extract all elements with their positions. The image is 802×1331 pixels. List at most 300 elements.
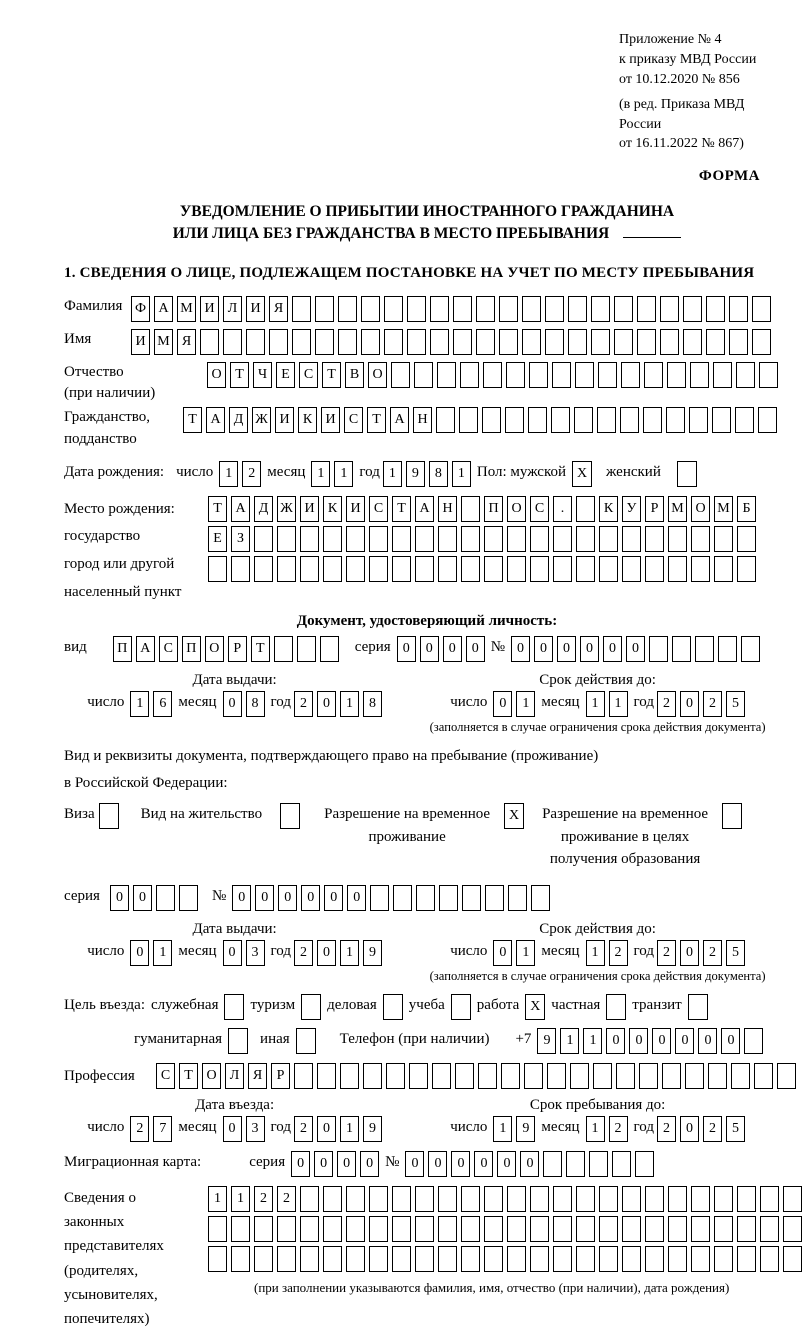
form-cell[interactable]: У (622, 496, 641, 522)
residence-permit-checkbox[interactable] (280, 803, 300, 829)
form-cell[interactable] (461, 1186, 480, 1212)
form-cell[interactable] (460, 362, 479, 388)
form-cell[interactable]: 3 (246, 940, 265, 966)
purpose-work-checkbox[interactable]: X (525, 994, 545, 1020)
form-cell[interactable] (706, 296, 725, 322)
form-cell[interactable] (576, 556, 595, 582)
form-cell[interactable] (415, 556, 434, 582)
form-cell[interactable] (524, 1063, 543, 1089)
form-cell[interactable] (706, 329, 725, 355)
form-cell[interactable]: Т (179, 1063, 198, 1089)
form-cell[interactable] (576, 1246, 595, 1272)
form-cell[interactable] (737, 1216, 756, 1242)
form-cell[interactable] (300, 1186, 319, 1212)
form-cell[interactable] (622, 1246, 641, 1272)
form-cell[interactable] (754, 1063, 773, 1089)
form-cell[interactable]: 1 (452, 461, 471, 487)
form-cell[interactable]: А (154, 296, 173, 322)
form-cell[interactable]: 0 (652, 1028, 671, 1054)
form-cell[interactable]: 1 (493, 1116, 512, 1142)
form-cell[interactable] (689, 407, 708, 433)
form-cell[interactable] (591, 296, 610, 322)
form-cell[interactable]: 1 (340, 1116, 359, 1142)
form-cell[interactable]: 0 (223, 940, 242, 966)
form-cell[interactable]: 9 (363, 1116, 382, 1142)
form-cell[interactable]: 2 (703, 1116, 722, 1142)
form-cell[interactable] (668, 556, 687, 582)
form-cell[interactable]: Д (229, 407, 248, 433)
form-cell[interactable]: 0 (337, 1151, 356, 1177)
form-cell[interactable]: 0 (133, 885, 152, 911)
form-cell[interactable] (231, 556, 250, 582)
visa-checkbox[interactable] (99, 803, 119, 829)
form-cell[interactable] (323, 1246, 342, 1272)
form-cell[interactable]: О (207, 362, 226, 388)
form-cell[interactable]: 5 (726, 691, 745, 717)
form-cell[interactable] (599, 556, 618, 582)
form-cell[interactable]: И (246, 296, 265, 322)
form-cell[interactable]: 1 (334, 461, 353, 487)
form-cell[interactable]: П (484, 496, 503, 522)
form-cell[interactable]: . (553, 496, 572, 522)
form-cell[interactable] (645, 1216, 664, 1242)
form-cell[interactable] (744, 1028, 763, 1054)
form-cell[interactable] (712, 407, 731, 433)
purpose-commercial-checkbox[interactable] (383, 994, 403, 1020)
form-cell[interactable] (637, 329, 656, 355)
form-cell[interactable]: М (714, 496, 733, 522)
form-cell[interactable]: 1 (586, 691, 605, 717)
form-cell[interactable]: А (206, 407, 225, 433)
form-cell[interactable] (439, 885, 458, 911)
form-cell[interactable] (614, 296, 633, 322)
form-cell[interactable]: О (691, 496, 710, 522)
form-cell[interactable] (576, 1186, 595, 1212)
form-cell[interactable]: М (154, 329, 173, 355)
form-cell[interactable]: М (668, 496, 687, 522)
form-cell[interactable]: 0 (347, 885, 366, 911)
form-cell[interactable] (392, 526, 411, 552)
form-cell[interactable]: Ж (277, 496, 296, 522)
form-cell[interactable] (506, 362, 525, 388)
form-cell[interactable] (392, 556, 411, 582)
form-cell[interactable] (416, 885, 435, 911)
form-cell[interactable] (315, 329, 334, 355)
form-cell[interactable]: 0 (680, 940, 699, 966)
form-cell[interactable]: И (321, 407, 340, 433)
form-cell[interactable]: 0 (451, 1151, 470, 1177)
form-cell[interactable] (718, 636, 737, 662)
form-cell[interactable] (507, 1246, 526, 1272)
form-cell[interactable] (553, 1246, 572, 1272)
form-cell[interactable] (783, 1246, 802, 1272)
form-cell[interactable]: И (275, 407, 294, 433)
form-cell[interactable]: 1 (383, 461, 402, 487)
form-cell[interactable] (752, 296, 771, 322)
form-cell[interactable] (635, 1151, 654, 1177)
form-cell[interactable] (386, 1063, 405, 1089)
form-cell[interactable]: К (599, 496, 618, 522)
form-cell[interactable]: П (113, 636, 132, 662)
purpose-other-checkbox[interactable] (296, 1028, 316, 1054)
purpose-study-checkbox[interactable] (451, 994, 471, 1020)
form-cell[interactable] (501, 1063, 520, 1089)
form-cell[interactable] (254, 1216, 273, 1242)
form-cell[interactable]: И (300, 496, 319, 522)
form-cell[interactable] (597, 407, 616, 433)
form-cell[interactable] (575, 362, 594, 388)
form-cell[interactable] (599, 1246, 618, 1272)
form-cell[interactable]: Е (276, 362, 295, 388)
form-cell[interactable] (430, 296, 449, 322)
form-cell[interactable] (531, 885, 550, 911)
form-cell[interactable] (462, 885, 481, 911)
form-cell[interactable] (576, 496, 595, 522)
form-cell[interactable] (323, 1186, 342, 1212)
form-cell[interactable]: Р (271, 1063, 290, 1089)
form-cell[interactable]: 1 (130, 691, 149, 717)
form-cell[interactable]: Р (645, 496, 664, 522)
form-cell[interactable]: 0 (629, 1028, 648, 1054)
form-cell[interactable]: 2 (294, 1116, 313, 1142)
form-cell[interactable] (499, 329, 518, 355)
form-cell[interactable] (570, 1063, 589, 1089)
form-cell[interactable]: Т (208, 496, 227, 522)
form-cell[interactable]: 0 (110, 885, 129, 911)
form-cell[interactable] (683, 329, 702, 355)
form-cell[interactable] (622, 1186, 641, 1212)
purpose-humanitarian-checkbox[interactable] (228, 1028, 248, 1054)
form-cell[interactable] (551, 407, 570, 433)
form-cell[interactable] (505, 407, 524, 433)
form-cell[interactable]: 2 (657, 940, 676, 966)
form-cell[interactable] (530, 1186, 549, 1212)
form-cell[interactable]: И (131, 329, 150, 355)
form-cell[interactable] (507, 1216, 526, 1242)
form-cell[interactable]: 0 (606, 1028, 625, 1054)
form-cell[interactable] (414, 362, 433, 388)
temp-permit-edu-checkbox[interactable] (722, 803, 742, 829)
form-cell[interactable]: С (369, 496, 388, 522)
form-cell[interactable]: 0 (223, 691, 242, 717)
form-cell[interactable]: 3 (246, 1116, 265, 1142)
form-cell[interactable] (591, 329, 610, 355)
form-cell[interactable] (485, 885, 504, 911)
form-cell[interactable]: 2 (703, 940, 722, 966)
form-cell[interactable] (530, 1216, 549, 1242)
form-cell[interactable] (430, 329, 449, 355)
form-cell[interactable] (649, 636, 668, 662)
form-cell[interactable] (323, 526, 342, 552)
form-cell[interactable] (568, 329, 587, 355)
form-cell[interactable]: 1 (219, 461, 238, 487)
form-cell[interactable]: 1 (311, 461, 330, 487)
form-cell[interactable] (620, 407, 639, 433)
form-cell[interactable] (208, 1216, 227, 1242)
form-cell[interactable]: 0 (405, 1151, 424, 1177)
form-cell[interactable]: 2 (657, 691, 676, 717)
form-cell[interactable]: В (345, 362, 364, 388)
form-cell[interactable]: 5 (726, 1116, 745, 1142)
form-cell[interactable] (759, 362, 778, 388)
form-cell[interactable] (758, 407, 777, 433)
temp-permit-checkbox[interactable]: X (504, 803, 524, 829)
form-cell[interactable]: 5 (726, 940, 745, 966)
form-cell[interactable]: 1 (153, 940, 172, 966)
form-cell[interactable] (714, 1186, 733, 1212)
form-cell[interactable]: С (299, 362, 318, 388)
form-cell[interactable]: 1 (208, 1186, 227, 1212)
form-cell[interactable]: Л (223, 296, 242, 322)
form-cell[interactable] (622, 556, 641, 582)
form-cell[interactable] (783, 1186, 802, 1212)
form-cell[interactable] (231, 1246, 250, 1272)
purpose-private-checkbox[interactable] (606, 994, 626, 1020)
form-cell[interactable] (438, 1246, 457, 1272)
form-cell[interactable]: 1 (340, 691, 359, 717)
form-cell[interactable] (437, 362, 456, 388)
form-cell[interactable] (507, 556, 526, 582)
form-cell[interactable]: 2 (294, 691, 313, 717)
form-cell[interactable] (254, 526, 273, 552)
form-cell[interactable] (254, 1246, 273, 1272)
form-cell[interactable] (508, 885, 527, 911)
form-cell[interactable] (741, 636, 760, 662)
form-cell[interactable] (200, 329, 219, 355)
form-cell[interactable] (737, 1246, 756, 1272)
form-cell[interactable] (346, 1246, 365, 1272)
form-cell[interactable] (695, 636, 714, 662)
form-cell[interactable]: 0 (497, 1151, 516, 1177)
form-cell[interactable] (254, 556, 273, 582)
form-cell[interactable]: А (390, 407, 409, 433)
form-cell[interactable] (461, 556, 480, 582)
purpose-tourism-checkbox[interactable] (301, 994, 321, 1020)
form-cell[interactable] (644, 362, 663, 388)
form-cell[interactable]: Т (230, 362, 249, 388)
form-cell[interactable]: О (507, 496, 526, 522)
form-cell[interactable]: О (205, 636, 224, 662)
form-cell[interactable]: 9 (363, 940, 382, 966)
form-cell[interactable]: Е (208, 526, 227, 552)
form-cell[interactable]: Д (254, 496, 273, 522)
form-cell[interactable] (621, 362, 640, 388)
form-cell[interactable] (453, 296, 472, 322)
form-cell[interactable] (714, 1246, 733, 1272)
form-cell[interactable] (483, 362, 502, 388)
form-cell[interactable] (566, 1151, 585, 1177)
form-cell[interactable] (363, 1063, 382, 1089)
form-cell[interactable]: 8 (429, 461, 448, 487)
form-cell[interactable] (438, 556, 457, 582)
form-cell[interactable]: О (202, 1063, 221, 1089)
form-cell[interactable] (369, 526, 388, 552)
form-cell[interactable] (574, 407, 593, 433)
form-cell[interactable] (391, 362, 410, 388)
form-cell[interactable] (622, 1216, 641, 1242)
form-cell[interactable]: Я (248, 1063, 267, 1089)
form-cell[interactable] (208, 1246, 227, 1272)
form-cell[interactable]: 0 (721, 1028, 740, 1054)
form-cell[interactable]: 0 (428, 1151, 447, 1177)
form-cell[interactable] (553, 1186, 572, 1212)
form-cell[interactable] (484, 1186, 503, 1212)
form-cell[interactable] (614, 329, 633, 355)
form-cell[interactable] (737, 556, 756, 582)
form-cell[interactable]: К (298, 407, 317, 433)
form-cell[interactable] (668, 1246, 687, 1272)
form-cell[interactable] (691, 526, 710, 552)
form-cell[interactable]: Н (413, 407, 432, 433)
form-cell[interactable] (499, 296, 518, 322)
form-cell[interactable]: 0 (675, 1028, 694, 1054)
form-cell[interactable]: О (368, 362, 387, 388)
form-cell[interactable] (616, 1063, 635, 1089)
form-cell[interactable] (690, 362, 709, 388)
form-cell[interactable] (545, 329, 564, 355)
form-cell[interactable]: 0 (443, 636, 462, 662)
form-cell[interactable] (598, 362, 617, 388)
form-cell[interactable] (392, 1216, 411, 1242)
form-cell[interactable]: П (182, 636, 201, 662)
form-cell[interactable] (292, 296, 311, 322)
form-cell[interactable]: 0 (278, 885, 297, 911)
form-cell[interactable]: 1 (560, 1028, 579, 1054)
form-cell[interactable] (393, 885, 412, 911)
form-cell[interactable]: 0 (420, 636, 439, 662)
form-cell[interactable]: 2 (609, 1116, 628, 1142)
form-cell[interactable] (208, 556, 227, 582)
form-cell[interactable]: Т (367, 407, 386, 433)
form-cell[interactable] (593, 1063, 612, 1089)
form-cell[interactable]: 1 (516, 940, 535, 966)
form-cell[interactable] (277, 1216, 296, 1242)
form-cell[interactable]: Ф (131, 296, 150, 322)
form-cell[interactable] (760, 1216, 779, 1242)
form-cell[interactable]: Б (737, 496, 756, 522)
form-cell[interactable] (369, 1246, 388, 1272)
form-cell[interactable] (231, 1216, 250, 1242)
form-cell[interactable]: 2 (254, 1186, 273, 1212)
form-cell[interactable] (576, 526, 595, 552)
form-cell[interactable] (552, 362, 571, 388)
form-cell[interactable] (407, 329, 426, 355)
form-cell[interactable] (683, 296, 702, 322)
form-cell[interactable] (666, 407, 685, 433)
form-cell[interactable] (737, 526, 756, 552)
form-cell[interactable] (576, 1216, 595, 1242)
form-cell[interactable] (672, 636, 691, 662)
form-cell[interactable] (691, 1246, 710, 1272)
form-cell[interactable] (752, 329, 771, 355)
form-cell[interactable] (528, 407, 547, 433)
form-cell[interactable] (455, 1063, 474, 1089)
form-cell[interactable] (453, 329, 472, 355)
form-cell[interactable]: 9 (406, 461, 425, 487)
form-cell[interactable] (274, 636, 293, 662)
form-cell[interactable] (530, 526, 549, 552)
form-cell[interactable]: 1 (583, 1028, 602, 1054)
form-cell[interactable] (156, 885, 175, 911)
form-cell[interactable] (476, 296, 495, 322)
form-cell[interactable] (179, 885, 198, 911)
form-cell[interactable]: 0 (223, 1116, 242, 1142)
form-cell[interactable] (338, 296, 357, 322)
form-cell[interactable] (543, 1151, 562, 1177)
form-cell[interactable] (599, 1216, 618, 1242)
form-cell[interactable] (438, 1216, 457, 1242)
form-cell[interactable]: 0 (130, 940, 149, 966)
form-cell[interactable] (553, 526, 572, 552)
form-cell[interactable] (522, 329, 541, 355)
form-cell[interactable] (461, 526, 480, 552)
form-cell[interactable] (668, 1186, 687, 1212)
form-cell[interactable] (612, 1151, 631, 1177)
form-cell[interactable] (731, 1063, 750, 1089)
form-cell[interactable] (691, 556, 710, 582)
form-cell[interactable]: С (530, 496, 549, 522)
form-cell[interactable] (713, 362, 732, 388)
form-cell[interactable]: 0 (317, 940, 336, 966)
form-cell[interactable] (459, 407, 478, 433)
form-cell[interactable] (637, 296, 656, 322)
form-cell[interactable] (599, 526, 618, 552)
form-cell[interactable] (484, 1216, 503, 1242)
form-cell[interactable]: 0 (466, 636, 485, 662)
form-cell[interactable] (714, 556, 733, 582)
form-cell[interactable]: 9 (516, 1116, 535, 1142)
form-cell[interactable] (760, 1186, 779, 1212)
form-cell[interactable]: К (323, 496, 342, 522)
form-cell[interactable] (530, 556, 549, 582)
form-cell[interactable] (436, 407, 455, 433)
form-cell[interactable]: 1 (340, 940, 359, 966)
form-cell[interactable]: 0 (680, 691, 699, 717)
form-cell[interactable]: Т (183, 407, 202, 433)
form-cell[interactable]: И (346, 496, 365, 522)
form-cell[interactable] (461, 496, 480, 522)
form-cell[interactable]: А (136, 636, 155, 662)
form-cell[interactable]: 0 (301, 885, 320, 911)
form-cell[interactable]: 7 (153, 1116, 172, 1142)
form-cell[interactable]: 0 (474, 1151, 493, 1177)
form-cell[interactable] (223, 329, 242, 355)
form-cell[interactable] (668, 1216, 687, 1242)
form-cell[interactable] (392, 1246, 411, 1272)
form-cell[interactable]: 0 (232, 885, 251, 911)
form-cell[interactable]: И (200, 296, 219, 322)
form-cell[interactable]: 0 (314, 1151, 333, 1177)
form-cell[interactable]: 2 (294, 940, 313, 966)
form-cell[interactable] (478, 1063, 497, 1089)
form-cell[interactable] (643, 407, 662, 433)
form-cell[interactable]: 2 (657, 1116, 676, 1142)
form-cell[interactable] (645, 526, 664, 552)
form-cell[interactable]: 2 (130, 1116, 149, 1142)
form-cell[interactable]: 2 (242, 461, 261, 487)
form-cell[interactable]: 1 (586, 940, 605, 966)
form-cell[interactable] (370, 885, 389, 911)
form-cell[interactable] (384, 296, 403, 322)
form-cell[interactable]: Т (322, 362, 341, 388)
form-cell[interactable]: 0 (291, 1151, 310, 1177)
form-cell[interactable] (369, 556, 388, 582)
form-cell[interactable] (346, 526, 365, 552)
form-cell[interactable] (735, 407, 754, 433)
form-cell[interactable] (346, 1216, 365, 1242)
form-cell[interactable]: Т (251, 636, 270, 662)
form-cell[interactable]: Р (228, 636, 247, 662)
